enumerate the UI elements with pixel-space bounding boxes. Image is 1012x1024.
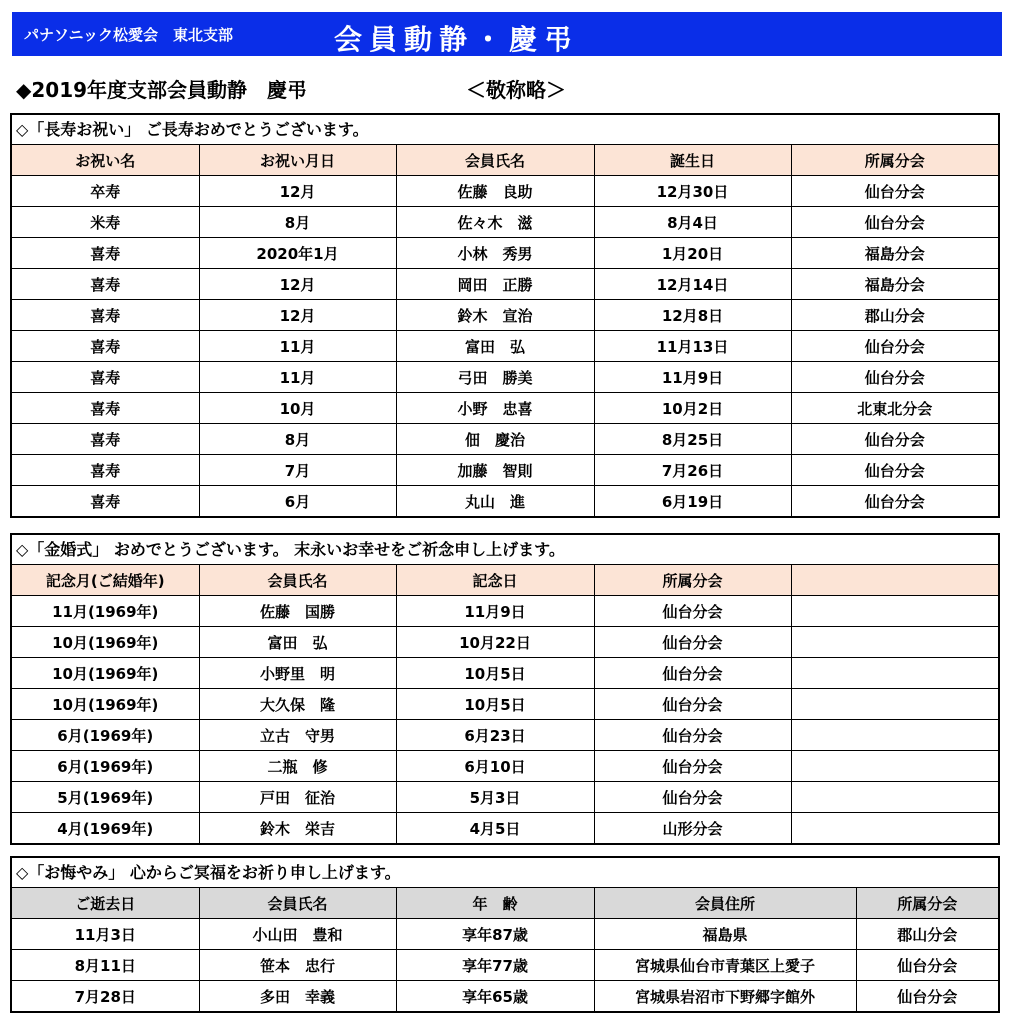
longevity-cell: 郡山分会 bbox=[791, 300, 998, 331]
longevity-cell: 仙台分会 bbox=[791, 207, 998, 238]
golden-wedding-row bbox=[12, 658, 998, 689]
longevity-cell: 8月 bbox=[199, 207, 396, 238]
golden-wedding-cell: 6月10日 bbox=[396, 751, 594, 782]
golden-wedding-cell bbox=[791, 782, 998, 813]
longevity-cell: 仙台分会 bbox=[791, 176, 998, 207]
golden-wedding-cell: 11月9日 bbox=[396, 596, 594, 627]
condolence-section bbox=[10, 856, 1000, 1013]
longevity-cell: 喜寿 bbox=[12, 238, 199, 269]
longevity-row bbox=[12, 238, 998, 269]
longevity-cell: 喜寿 bbox=[12, 269, 199, 300]
longevity-cell: 仙台分会 bbox=[791, 331, 998, 362]
golden-wedding-row bbox=[12, 627, 998, 658]
golden-wedding-column-header: 記念日 bbox=[396, 565, 594, 596]
golden-wedding-cell: 10月5日 bbox=[396, 658, 594, 689]
condolence-column-header: 所属分会 bbox=[856, 888, 998, 919]
longevity-cell: 福島分会 bbox=[791, 238, 998, 269]
golden-wedding-cell: 仙台分会 bbox=[594, 658, 791, 689]
longevity-row bbox=[12, 362, 998, 393]
condolence-cell: 8月11日 bbox=[12, 950, 199, 981]
longevity-cell: 富田 弘 bbox=[396, 331, 594, 362]
longevity-row bbox=[12, 300, 998, 331]
longevity-cell: 6月19日 bbox=[594, 486, 791, 517]
golden-wedding-cell: 6月23日 bbox=[396, 720, 594, 751]
condolence-cell: 享年87歳 bbox=[396, 919, 594, 950]
longevity-section bbox=[10, 113, 1000, 518]
golden-wedding-cell bbox=[791, 596, 998, 627]
golden-wedding-cell: 山形分会 bbox=[594, 813, 791, 844]
longevity-cell: 2020年1月 bbox=[199, 238, 396, 269]
longevity-cell: 11月13日 bbox=[594, 331, 791, 362]
longevity-cell: 12月 bbox=[199, 269, 396, 300]
longevity-cell: 11月9日 bbox=[594, 362, 791, 393]
condolence-row bbox=[12, 919, 998, 950]
longevity-cell: 12月 bbox=[199, 300, 396, 331]
golden-wedding-cell: 戸田 征治 bbox=[199, 782, 396, 813]
longevity-row bbox=[12, 455, 998, 486]
golden-wedding-column-header: 所属分会 bbox=[594, 565, 791, 596]
golden-wedding-row bbox=[12, 596, 998, 627]
golden-wedding-cell: 鈴木 栄吉 bbox=[199, 813, 396, 844]
longevity-cell: 喜寿 bbox=[12, 393, 199, 424]
golden-wedding-cell bbox=[791, 658, 998, 689]
golden-wedding-cell bbox=[791, 689, 998, 720]
longevity-cell: 卒寿 bbox=[12, 176, 199, 207]
longevity-cell: 7月 bbox=[199, 455, 396, 486]
golden-wedding-cell: 仙台分会 bbox=[594, 720, 791, 751]
condolence-row bbox=[12, 981, 998, 1012]
condolence-column-header: 年 齢 bbox=[396, 888, 594, 919]
page-title: 会員動静・慶弔 bbox=[334, 23, 580, 56]
longevity-cell: 喜寿 bbox=[12, 300, 199, 331]
golden-wedding-cell: 10月(1969年) bbox=[12, 658, 199, 689]
fiscal-year-heading bbox=[16, 74, 566, 103]
longevity-row bbox=[12, 176, 998, 207]
golden-wedding-cell bbox=[791, 720, 998, 751]
longevity-cell: 10月 bbox=[199, 393, 396, 424]
longevity-cell: 1月20日 bbox=[594, 238, 791, 269]
golden-wedding-cell: 11月(1969年) bbox=[12, 596, 199, 627]
fiscal-year-title: ◆2019年度支部会員動静 慶弔 bbox=[16, 78, 308, 102]
golden-wedding-cell: 仙台分会 bbox=[594, 689, 791, 720]
golden-wedding-cell: 小野里 明 bbox=[199, 658, 396, 689]
condolence-cell: 仙台分会 bbox=[856, 981, 998, 1012]
longevity-row bbox=[12, 486, 998, 517]
longevity-column-header: 会員氏名 bbox=[396, 145, 594, 176]
longevity-cell: 佐藤 良助 bbox=[396, 176, 594, 207]
longevity-cell: 8月25日 bbox=[594, 424, 791, 455]
golden-wedding-cell: 6月(1969年) bbox=[12, 720, 199, 751]
longevity-cell: 鈴木 宣治 bbox=[396, 300, 594, 331]
longevity-cell: 喜寿 bbox=[12, 455, 199, 486]
golden-wedding-cell: 10月(1969年) bbox=[12, 689, 199, 720]
golden-wedding-table bbox=[12, 565, 998, 843]
longevity-cell: 11月 bbox=[199, 362, 396, 393]
condolence-cell: 笹本 忠行 bbox=[199, 950, 396, 981]
condolence-cell: 7月28日 bbox=[12, 981, 199, 1012]
golden-wedding-cell: 10月(1969年) bbox=[12, 627, 199, 658]
longevity-cell: 佃 慶治 bbox=[396, 424, 594, 455]
longevity-cell: 仙台分会 bbox=[791, 424, 998, 455]
longevity-cell: 喜寿 bbox=[12, 362, 199, 393]
golden-wedding-cell: 仙台分会 bbox=[594, 627, 791, 658]
golden-wedding-cell: 二瓶 修 bbox=[199, 751, 396, 782]
longevity-row bbox=[12, 207, 998, 238]
condolence-table bbox=[12, 888, 998, 1011]
longevity-row bbox=[12, 331, 998, 362]
condolence-cell: 小山田 豊和 bbox=[199, 919, 396, 950]
page-header bbox=[12, 12, 1002, 56]
longevity-column-header: 誕生日 bbox=[594, 145, 791, 176]
longevity-cell: 岡田 正勝 bbox=[396, 269, 594, 300]
longevity-cell: 喜寿 bbox=[12, 331, 199, 362]
golden-wedding-row bbox=[12, 720, 998, 751]
condolence-column-header: 会員氏名 bbox=[199, 888, 396, 919]
condolence-section-title: ◇「お悔やみ」 心からご冥福をお祈り申し上げます。 bbox=[12, 858, 998, 888]
condolence-cell: 享年65歳 bbox=[396, 981, 594, 1012]
golden-wedding-cell: 10月5日 bbox=[396, 689, 594, 720]
longevity-row bbox=[12, 393, 998, 424]
longevity-cell: 12月14日 bbox=[594, 269, 791, 300]
golden-wedding-row bbox=[12, 689, 998, 720]
golden-wedding-row bbox=[12, 813, 998, 844]
golden-wedding-cell: 仙台分会 bbox=[594, 782, 791, 813]
condolence-cell: 宮城県岩沼市下野郷字館外 bbox=[594, 981, 856, 1012]
golden-wedding-cell: 4月5日 bbox=[396, 813, 594, 844]
condolence-cell: 11月3日 bbox=[12, 919, 199, 950]
longevity-cell: 仙台分会 bbox=[791, 455, 998, 486]
longevity-cell: 米寿 bbox=[12, 207, 199, 238]
longevity-row bbox=[12, 424, 998, 455]
longevity-cell: 仙台分会 bbox=[791, 362, 998, 393]
longevity-cell: 小林 秀男 bbox=[396, 238, 594, 269]
longevity-cell: 10月2日 bbox=[594, 393, 791, 424]
golden-wedding-cell: 5月(1969年) bbox=[12, 782, 199, 813]
longevity-cell: 12月 bbox=[199, 176, 396, 207]
longevity-cell: 仙台分会 bbox=[791, 486, 998, 517]
condolence-cell: 郡山分会 bbox=[856, 919, 998, 950]
golden-wedding-row bbox=[12, 751, 998, 782]
golden-wedding-row bbox=[12, 782, 998, 813]
longevity-column-header: お祝い名 bbox=[12, 145, 199, 176]
golden-wedding-cell: 4月(1969年) bbox=[12, 813, 199, 844]
golden-wedding-cell: 仙台分会 bbox=[594, 596, 791, 627]
longevity-cell: 11月 bbox=[199, 331, 396, 362]
condolence-column-header: ご逝去日 bbox=[12, 888, 199, 919]
condolence-rows bbox=[12, 919, 998, 1012]
golden-wedding-column-header: 会員氏名 bbox=[199, 565, 396, 596]
golden-wedding-cell: 大久保 隆 bbox=[199, 689, 396, 720]
longevity-row bbox=[12, 269, 998, 300]
longevity-cell: 喜寿 bbox=[12, 424, 199, 455]
condolence-column-header: 会員住所 bbox=[594, 888, 856, 919]
condolence-row bbox=[12, 950, 998, 981]
condolence-cell: 享年77歳 bbox=[396, 950, 594, 981]
longevity-cell: 6月 bbox=[199, 486, 396, 517]
longevity-cell: 小野 忠喜 bbox=[396, 393, 594, 424]
longevity-rows bbox=[12, 176, 998, 517]
golden-wedding-cell: 6月(1969年) bbox=[12, 751, 199, 782]
golden-wedding-cell: 仙台分会 bbox=[594, 751, 791, 782]
longevity-cell: 8月4日 bbox=[594, 207, 791, 238]
golden-wedding-cell: 5月3日 bbox=[396, 782, 594, 813]
longevity-table bbox=[12, 145, 998, 516]
golden-wedding-section-title: ◇「金婚式」 おめでとうございます。 末永いお幸せをご祈念申し上げます。 bbox=[12, 535, 998, 565]
golden-wedding-cell: 佐藤 国勝 bbox=[199, 596, 396, 627]
longevity-cell: 丸山 進 bbox=[396, 486, 594, 517]
organization-name: パナソニック松愛会 東北支部 bbox=[24, 26, 233, 44]
golden-wedding-column-header bbox=[791, 565, 998, 596]
golden-wedding-cell: 10月22日 bbox=[396, 627, 594, 658]
golden-wedding-cell: 立古 守男 bbox=[199, 720, 396, 751]
golden-wedding-column-header: 記念月(ご結婚年) bbox=[12, 565, 199, 596]
condolence-cell: 福島県 bbox=[594, 919, 856, 950]
golden-wedding-cell bbox=[791, 627, 998, 658]
condolence-cell: 多田 幸義 bbox=[199, 981, 396, 1012]
honorifics-omitted-note: ＜敬称略＞ bbox=[466, 78, 566, 102]
longevity-cell: 喜寿 bbox=[12, 486, 199, 517]
golden-wedding-header-row bbox=[12, 565, 998, 596]
condolence-cell: 宮城県仙台市青葉区上愛子 bbox=[594, 950, 856, 981]
longevity-cell: 北東北分会 bbox=[791, 393, 998, 424]
condolence-header-row bbox=[12, 888, 998, 919]
longevity-cell: 加藤 智則 bbox=[396, 455, 594, 486]
longevity-cell: 佐々木 滋 bbox=[396, 207, 594, 238]
golden-wedding-section bbox=[10, 533, 1000, 845]
golden-wedding-cell bbox=[791, 751, 998, 782]
condolence-cell: 仙台分会 bbox=[856, 950, 998, 981]
golden-wedding-rows bbox=[12, 596, 998, 844]
golden-wedding-cell: 富田 弘 bbox=[199, 627, 396, 658]
longevity-section-title: ◇「長寿お祝い」 ご長寿おめでとうございます。 bbox=[12, 115, 998, 145]
longevity-header-row bbox=[12, 145, 998, 176]
longevity-cell: 7月26日 bbox=[594, 455, 791, 486]
golden-wedding-cell bbox=[791, 813, 998, 844]
longevity-column-header: お祝い月日 bbox=[199, 145, 396, 176]
longevity-column-header: 所属分会 bbox=[791, 145, 998, 176]
longevity-cell: 8月 bbox=[199, 424, 396, 455]
longevity-cell: 12月8日 bbox=[594, 300, 791, 331]
longevity-cell: 12月30日 bbox=[594, 176, 791, 207]
longevity-cell: 弓田 勝美 bbox=[396, 362, 594, 393]
longevity-cell: 福島分会 bbox=[791, 269, 998, 300]
